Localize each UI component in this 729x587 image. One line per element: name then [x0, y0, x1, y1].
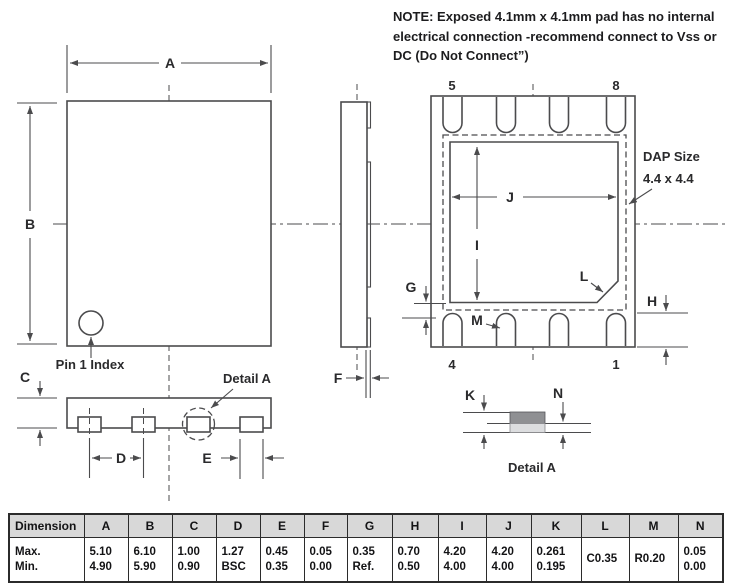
- dim-label-i: I: [475, 237, 479, 253]
- cell-n-min: 0.00: [683, 560, 706, 573]
- cell-h-max: 0.70: [397, 545, 420, 558]
- package-edge-body: [341, 102, 367, 347]
- dim-label-c: C: [19, 369, 31, 385]
- cell-m: R0.20: [629, 538, 678, 583]
- col-header-b: B: [128, 514, 172, 538]
- package-top-outline: [67, 101, 271, 346]
- detail-a-view: [463, 385, 591, 475]
- table-data-row: [9, 538, 723, 583]
- cell-k-max: 0.261: [536, 545, 566, 558]
- pad-7: [550, 97, 569, 133]
- col-header-dimension: Dimension: [9, 514, 84, 538]
- col-header-e: E: [260, 514, 304, 538]
- pin1-index-label: Pin 1 Index: [55, 357, 125, 372]
- col-header-n: N: [678, 514, 723, 538]
- cell-e: [260, 538, 304, 583]
- cell-e-max: 0.45: [265, 545, 288, 558]
- dim-f-extension-lines: [366, 350, 370, 398]
- dap-size-label-line1: DAP Size: [643, 149, 700, 164]
- cell-b-max: 6.10: [133, 545, 156, 558]
- detail-a-lead-lower: [510, 424, 545, 433]
- cell-f: [304, 538, 347, 583]
- col-header-j: J: [486, 514, 531, 538]
- dim-c-extension-lines: [17, 398, 57, 428]
- cell-a-min: 4.90: [89, 560, 112, 573]
- cell-i: [438, 538, 486, 583]
- cell-j-min: 4.00: [491, 560, 514, 573]
- row-label-cell: [9, 538, 84, 583]
- cell-h: [392, 538, 438, 583]
- cell-n-max: 0.05: [683, 545, 706, 558]
- dim-b-extension-lines: [17, 103, 57, 344]
- side-pad-3: [187, 417, 210, 432]
- top-view: [17, 45, 271, 372]
- col-header-d: D: [216, 514, 260, 538]
- cell-h-min: 0.50: [397, 560, 420, 573]
- note-line-2: electrical connection -recommend connect to Vss or: [393, 28, 717, 44]
- dim-label-a: A: [164, 55, 176, 71]
- pad-5: [443, 97, 462, 133]
- bottom-side-view: [17, 369, 284, 479]
- cell-j: [486, 538, 531, 583]
- dim-e-extension-lines: [240, 439, 263, 479]
- dim-label-l: L: [579, 268, 589, 284]
- dimensions-table: [8, 513, 724, 583]
- dim-label-g: G: [405, 279, 417, 295]
- dim-label-f: F: [333, 370, 343, 386]
- dim-label-e: E: [202, 450, 212, 466]
- dap-size-label-line2: 4.4 x 4.4: [643, 171, 694, 186]
- detail-a-callout-label: Detail A: [223, 371, 271, 386]
- col-header-l: L: [581, 514, 629, 538]
- cell-g: [347, 538, 392, 583]
- col-header-f: F: [304, 514, 347, 538]
- cell-a-max: 5.10: [89, 545, 112, 558]
- pin-number-4: 4: [448, 357, 456, 372]
- dim-label-k: K: [464, 387, 476, 403]
- dim-h-extension-lines: [637, 313, 688, 347]
- pin-number-8: 8: [612, 78, 620, 93]
- pad-2: [550, 314, 569, 347]
- cell-c-min: 0.90: [177, 560, 200, 573]
- pin-number-5: 5: [448, 78, 456, 93]
- cell-b-min: 5.90: [133, 560, 156, 573]
- bottom-view: [402, 78, 700, 372]
- cell-k-min: 0.195: [536, 560, 566, 573]
- dim-label-b: B: [24, 216, 36, 232]
- table-header-row: [9, 514, 723, 538]
- pad-1: [607, 314, 626, 346]
- col-header-a: A: [84, 514, 128, 538]
- pad-3: [497, 314, 516, 347]
- col-header-m: M: [629, 514, 678, 538]
- note-line-1: NOTE: Exposed 4.1mm x 4.1mm pad has no internal: [393, 9, 715, 24]
- row-label-min: Min.: [15, 560, 38, 573]
- col-header-i: I: [438, 514, 486, 538]
- col-header-h: H: [392, 514, 438, 538]
- pad-6: [497, 97, 516, 133]
- dim-label-m: M: [471, 312, 483, 328]
- col-header-c: C: [172, 514, 216, 538]
- cell-f-min: 0.00: [309, 560, 332, 573]
- detail-a-caption: Detail A: [508, 460, 556, 475]
- cell-c: [172, 538, 216, 583]
- cell-d: [216, 538, 260, 583]
- cell-b: [128, 538, 172, 583]
- edge-lead-bottom: [367, 318, 371, 347]
- row-label-max: Max.: [15, 545, 41, 558]
- dimensions-table-wrap: [8, 513, 724, 583]
- cell-i-max: 4.20: [443, 545, 466, 558]
- cell-e-min: 0.35: [265, 560, 288, 573]
- pin-number-1: 1: [612, 357, 620, 372]
- dim-label-h: H: [646, 293, 658, 309]
- col-header-g: G: [347, 514, 392, 538]
- pad-8: [607, 97, 626, 132]
- cell-k: [531, 538, 581, 583]
- pad-4: [443, 314, 462, 347]
- side-view: [334, 102, 389, 398]
- cell-n: [678, 538, 723, 583]
- cell-g-min: Ref.: [352, 560, 375, 573]
- cell-j-max: 4.20: [491, 545, 514, 558]
- detail-a-lead-upper: [510, 412, 545, 424]
- col-header-k: K: [531, 514, 581, 538]
- cell-d-min: BSC: [221, 560, 246, 573]
- dim-label-d: D: [115, 450, 127, 466]
- dim-label-n: N: [552, 385, 564, 401]
- cell-d-max: 1.27: [221, 545, 244, 558]
- edge-lead-top: [367, 102, 371, 128]
- side-pad-4: [240, 417, 263, 432]
- dim-label-j: J: [506, 189, 514, 205]
- cell-f-max: 0.05: [309, 545, 332, 558]
- cell-l: C0.35: [581, 538, 629, 583]
- cell-a: [84, 538, 128, 583]
- cell-i-min: 4.00: [443, 560, 466, 573]
- cell-c-max: 1.00: [177, 545, 200, 558]
- cell-g-max: 0.35: [352, 545, 375, 558]
- note-line-3: DC (Do Not Connect”): [393, 48, 529, 63]
